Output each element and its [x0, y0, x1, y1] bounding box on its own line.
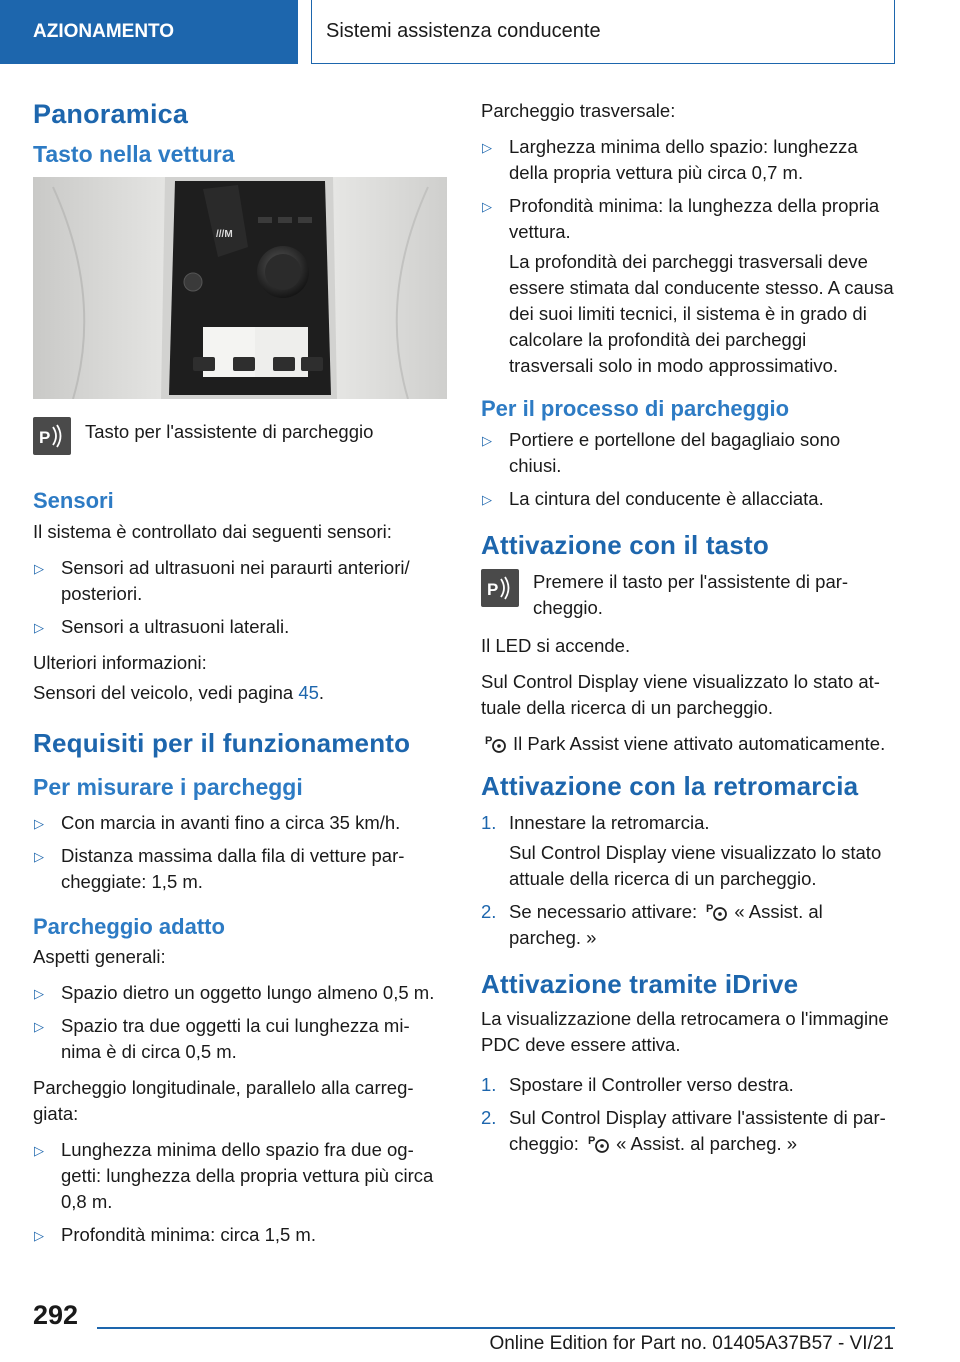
list-item: ▷ Profondità minima: la lunghezza della propria vettura. La profondità dei parcheggi trasversali deve essere stimata dal conducente stesso. A causa dei suoi limiti tecnici, il sistema è in grado di calcolare la profondità dei parcheggi trasversali solo in modo approssimativo. — [481, 193, 895, 379]
sensori-intro: Il sistema è controllato dai seguenti sensori: — [33, 520, 392, 542]
park-assist-steering-icon — [706, 901, 728, 921]
list-item: ▷ Lunghezza minima dello spazio fra due og- getti: lunghezza della propria vettura più circa 0,8 m. — [34, 1139, 434, 1213]
heading-misurare: Per misurare i parcheggi — [33, 773, 303, 800]
list-item: ▷ La cintura del conducente è allacciata. — [481, 486, 895, 512]
svg-text:P: P — [588, 1135, 596, 1148]
bullet-triangle-icon: ▷ — [482, 432, 492, 448]
processo-list — [481, 427, 895, 512]
bullet-triangle-icon: ▷ — [34, 986, 44, 1002]
led-text: Il LED si accende. — [481, 634, 631, 656]
bullet-triangle-icon: ▷ — [482, 140, 492, 155]
svg-text:P: P — [39, 428, 51, 448]
premere-text: Premere il tasto per l'assistente di par- cheggio. — [533, 570, 849, 618]
list-item: 1. Innestare la retromarcia. Sul Control Display viene visualizzato lo stato attuale della ricerca di un parcheggio. — [481, 810, 895, 892]
bullet-triangle-icon: ▷ — [34, 815, 44, 831]
section-title: AZIONAMENTO — [33, 21, 175, 42]
list-item: ▷ Profondità minima: circa 1,5 m. — [33, 1222, 447, 1248]
right-column — [481, 98, 895, 1167]
heading-tasto: Tasto nella vettura — [33, 141, 235, 168]
bullet-triangle-icon: ▷ — [34, 848, 44, 864]
bullet-triangle-icon: ▷ — [34, 1143, 44, 1159]
sensori-list — [33, 555, 447, 640]
park-assist-steering-icon — [485, 733, 507, 753]
heading-requisiti: Requisiti per il funzionamento — [33, 727, 411, 758]
heading-attivazione-tasto: Attivazione con il tasto — [481, 529, 769, 560]
heading-processo: Per il processo di parcheggio — [481, 396, 790, 421]
caption-tasto: Tasto per l'assistente di parcheggio — [85, 421, 374, 443]
svg-text:///M: ///M — [216, 229, 233, 241]
sensori-reference: Sensori del veicolo, vedi pagina 45. — [33, 681, 325, 703]
retro-steps — [481, 810, 895, 951]
caption-tasto-row — [33, 417, 447, 457]
footer-edition: Online Edition for Part no. 01405A37B57 - VI/21 — [489, 1333, 894, 1354]
control-display-text: Sul Control Display viene visualizzato lo stato at- tuale della ricerca di un parcheggio. — [481, 670, 880, 718]
list-item: ▷ Con marcia in avanti fino a circa 35 km/h. — [33, 810, 447, 836]
list-item: ▷ Larghezza minima dello spazio: lunghezza della propria vettura più circa 0,7 m. — [482, 136, 858, 183]
aspetti-list — [33, 980, 447, 1065]
trasversale-label: Parcheggio trasversale: — [481, 100, 676, 121]
trasversale-list — [481, 134, 895, 379]
retro-step1-note: Sul Control Display viene visualizzato lo stato attuale della ricerca di un parcheggio. — [509, 841, 882, 889]
chapter-tab — [311, 0, 895, 64]
heading-sensori: Sensori — [33, 488, 114, 514]
idrive-intro: La visualizzazione della retrocamera o l'immagine PDC deve essere attiva. — [481, 1008, 889, 1056]
left-column — [33, 98, 447, 1258]
page-number: 292 — [33, 1300, 79, 1330]
list-item: ▷ Spazio dietro un oggetto lungo almeno 0,5 m. — [33, 980, 447, 1006]
section-tab — [0, 0, 298, 64]
longitudinale-label: Parcheggio longitudinale, parallelo alla carreg- giata: — [33, 1077, 414, 1125]
park-assist-text: P Il Park Assist viene attivato automaticamente. — [485, 732, 886, 754]
list-item: ▷ Sensori a ultrasuoni laterali. — [33, 614, 447, 640]
bullet-triangle-icon: ▷ — [34, 619, 44, 635]
bullet-triangle-icon: ▷ — [482, 491, 492, 507]
park-assist-steering-icon — [588, 1133, 610, 1153]
heading-attivazione-idrive: Attivazione tramite iDrive — [481, 968, 799, 999]
list-item: ▷ Portiere e portellone del bagagliaio sono chiusi. — [482, 428, 841, 476]
heading-adatto: Parcheggio adatto — [33, 913, 225, 939]
list-item: 2. Sul Control Display attivare l'assistente di par- cheggio: P « Assist. al parcheg. » — [481, 1107, 886, 1155]
bullet-triangle-icon: ▷ — [34, 1228, 44, 1244]
ulteriori-label: Ulteriori informazioni: — [33, 651, 207, 673]
longitudinale-list — [33, 1137, 447, 1248]
bullet-triangle-icon: ▷ — [34, 560, 44, 576]
vehicle-console-photo — [33, 177, 447, 399]
page-reference-link[interactable]: 45 — [298, 681, 319, 703]
list-item: 2. Se necessario attivare: P « Assist. al parcheg. » — [481, 900, 823, 948]
list-item: 1. Spostare il Controller verso destra. — [481, 1074, 794, 1096]
svg-text:P: P — [706, 902, 714, 915]
heading-panoramica: Panoramica — [33, 99, 189, 129]
svg-text:P: P — [485, 734, 493, 747]
bullet-triangle-icon: ▷ — [34, 1019, 44, 1035]
parking-assistant-icon — [481, 569, 519, 607]
aspetti-label: Aspetti generali: — [33, 946, 166, 968]
chapter-title: Sistemi assistenza conducente — [326, 20, 601, 42]
idrive-steps — [481, 1072, 895, 1157]
list-item: ▷ Sensori ad ultrasuoni nei paraurti anteriori/ posteriori. — [34, 556, 410, 604]
list-item: ▷ Distanza massima dalla fila di vetture par- cheggiate: 1,5 m. — [34, 844, 405, 892]
misurare-list — [33, 810, 447, 895]
trasversale-note: La profondità dei parcheggi trasversali deve essere stimata dal conducente stesso. A causa dei suoi limiti tecnici, il sistema è in grado di calcolare la profondità dei parcheggi trasversali solo in modo approssimativo. — [509, 251, 894, 376]
bullet-triangle-icon: ▷ — [482, 199, 492, 214]
parking-assistant-icon — [33, 417, 71, 455]
svg-text:P: P — [487, 579, 499, 599]
premere-row — [481, 569, 895, 621]
footer-divider — [97, 1327, 895, 1329]
list-item: ▷ Spazio tra due oggetti la cui lunghezza mi- nima è di circa 0,5 m. — [34, 1015, 410, 1063]
heading-attivazione-retro: Attivazione con la retromarcia — [481, 770, 859, 801]
